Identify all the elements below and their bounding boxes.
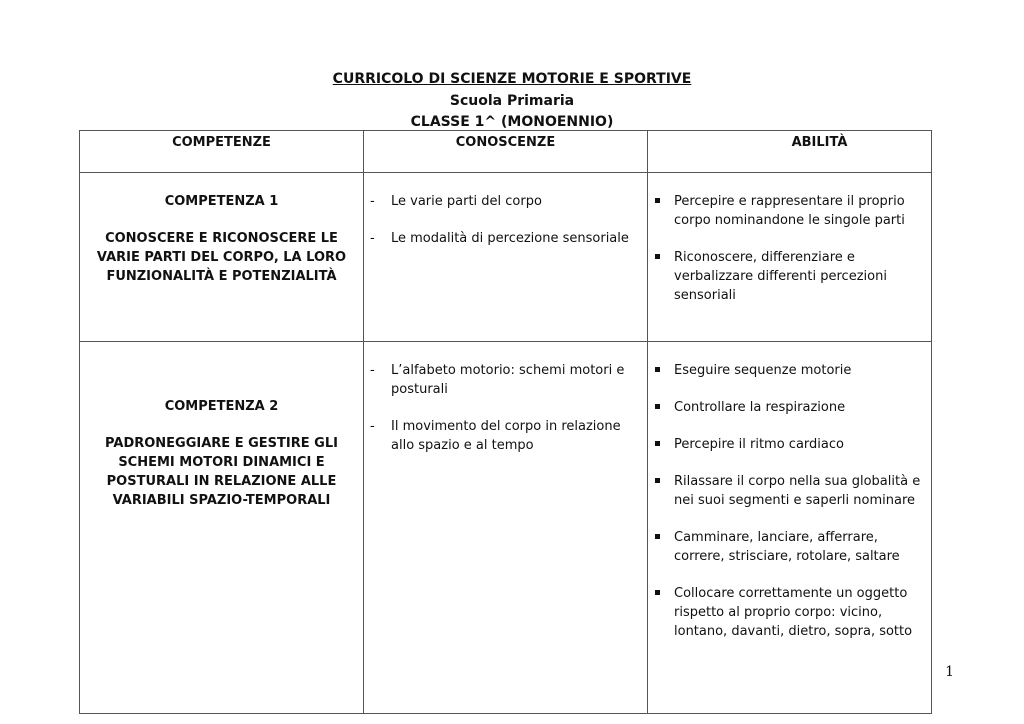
table-row xyxy=(80,173,932,342)
table-row xyxy=(80,342,932,714)
curriculum-table xyxy=(79,130,932,714)
knowledge-cell xyxy=(364,342,648,714)
square-bullet-icon xyxy=(655,590,660,595)
skill-item xyxy=(648,528,931,566)
header-conoscenze: CONOSCENZE xyxy=(364,131,648,173)
skill-text: Riconoscere, differenziare e verbalizzare differenti percezioni sensoriali xyxy=(674,250,887,303)
skill-text: Rilassare il corpo nella sua globalità e nei suoi segmenti e saperli nominare xyxy=(674,474,921,508)
skill-item xyxy=(648,248,931,305)
square-bullet-icon xyxy=(655,198,660,203)
square-bullet-icon xyxy=(655,254,660,259)
class-label: CLASSE 1^ (MONOENNIO) xyxy=(410,114,614,130)
header-abilita: ABILITÀ xyxy=(648,131,932,173)
school-level: Scuola Primaria xyxy=(449,93,575,109)
knowledge-list xyxy=(364,342,647,455)
competence-name: COMPETENZA 1 xyxy=(164,194,279,209)
document-title: CURRICOLO DI SCIENZE MOTORIE E SPORTIVE xyxy=(332,71,692,87)
skill-text: Camminare, lanciare, afferrare, correre, strisciare, rotolare, saltare xyxy=(674,530,900,564)
skill-item xyxy=(648,398,931,417)
competence-name: COMPETENZA 2 xyxy=(164,399,279,414)
skill-text: Controllare la respirazione xyxy=(674,400,846,415)
knowledge-item: - L’alfabeto motorio: schemi motori e posturali xyxy=(364,361,647,399)
competence-cell xyxy=(80,342,364,714)
skill-text: Collocare correttamente un oggetto rispetto al proprio corpo: vicino, lontano, davanti, dietro, sopra, sotto xyxy=(674,586,913,639)
square-bullet-icon xyxy=(655,478,660,483)
skills-cell xyxy=(648,342,932,714)
skill-item xyxy=(648,361,931,380)
page-number: 1 xyxy=(945,664,954,680)
square-bullet-icon xyxy=(655,534,660,539)
knowledge-list xyxy=(364,173,647,248)
knowledge-item: - Il movimento del corpo in relazione allo spazio e al tempo xyxy=(364,417,647,455)
skill-item xyxy=(648,584,931,641)
header-competenze: COMPETENZE xyxy=(80,131,364,173)
skill-text: Eseguire sequenze motorie xyxy=(674,363,852,378)
knowledge-item: - Le varie parti del corpo xyxy=(364,192,647,211)
skill-text: Percepire e rappresentare il proprio corpo nominandone le singole parti xyxy=(674,194,905,228)
competence-description: PADRONEGGIARE E GESTIRE GLI SCHEMI MOTORI DINAMICI E POSTURALI IN RELAZIONE ALLE VARIABILI SPAZIO-TEMPORALI xyxy=(105,436,338,508)
square-bullet-icon xyxy=(655,404,660,409)
knowledge-item: - Le modalità di percezione sensoriale xyxy=(364,229,647,248)
skills-list xyxy=(648,173,931,305)
skills-list xyxy=(648,342,931,641)
table-header-row xyxy=(80,131,932,173)
skills-cell xyxy=(648,173,932,342)
knowledge-cell xyxy=(364,173,648,342)
competence-description: CONOSCERE E RICONOSCERE LE VARIE PARTI DEL CORPO, LA LORO FUNZIONALITÀ E POTENZIALITÀ xyxy=(96,231,347,284)
competence-cell xyxy=(80,173,364,342)
square-bullet-icon xyxy=(655,367,660,372)
skill-text: Percepire il ritmo cardiaco xyxy=(674,437,844,452)
skill-item xyxy=(648,472,931,510)
square-bullet-icon xyxy=(655,441,660,446)
skill-item xyxy=(648,435,931,454)
skill-item xyxy=(648,192,931,230)
